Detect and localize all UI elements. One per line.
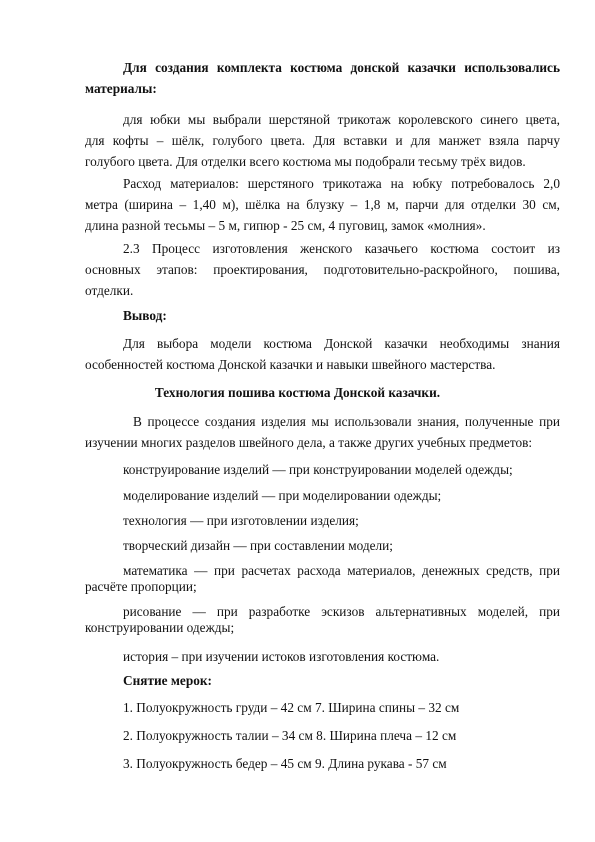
intro-heading-line: Для создания комплекта костюма донской казачки использовались [123,60,560,75]
measurements-heading: Снятие мерок: [123,673,212,688]
list-item [85,563,560,595]
measurement-row [85,697,560,718]
process-paragraph [85,238,560,301]
list-item-text: технология — при изготовлении изделия; [123,513,359,528]
paragraph-line: Расход материалов: шерстяного трикотажа на юбку потребовалось 2,0 [123,176,560,191]
intro-heading [85,57,560,99]
list-item-text: история – при изучении истоков изготовления костюма. [123,649,440,664]
paragraph-line: для юбки мы выбрали шерстяной трикотаж королевского синего цвета, [123,112,560,127]
paragraph-line: особенностей костюма Донской казачки и навыки швейного мастерства. [85,357,496,372]
list-item-text: конструировании одежды; [85,620,235,635]
list-item [85,510,560,531]
consumption-paragraph [85,173,560,236]
list-item [85,604,560,636]
paragraph-line: метра (ширина – 1,40 м), шёлка на блузку – 1,8 м, парчи для отделки 30 см, [85,197,560,212]
list-item [85,646,560,667]
paragraph-line: основных этапов: проектирования, подготовительно-раскройного, пошива, [85,262,560,277]
measurement-text: 2. Полуокружность талии – 34 см 8. Ширина плеча – 12 см [123,728,457,743]
measurement-row [85,753,560,774]
measurement-text: 3. Полуокружность бедер – 45 см 9. Длина рукава - 57 см [123,756,447,771]
list-item-text: конструирование изделий — при конструировании моделей одежды; [123,462,513,477]
paragraph-line: В процессе создания изделия мы использовали знания, полученные при [133,414,560,429]
paragraph-line: 2.3 Процесс изготовления женского казачьего костюма состоит из [123,241,560,256]
list-item [85,459,560,480]
paragraph-line: длина разной тесьмы – 5 м, гипюр - 25 см, 4 пуговиц, замок «молния». [85,218,486,233]
list-item-text: рисование — при разработке эскизов альтернативных моделей, при [123,604,560,619]
section-title: Технология пошива костюма Донской казачки. [154,385,441,400]
measurement-row [85,725,560,746]
list-item-text: расчёте пропорции; [85,579,197,594]
conclusion-text [85,333,560,375]
materials-paragraph [85,109,560,172]
paragraph-line: для кофты – шёлк, голубого цвета. Для вставки и для манжет взяла парчу [85,133,560,148]
paragraph-line: изучении многих разделов швейного дела, а также других учебных предметов: [85,435,533,450]
list-item-text: моделирование изделий — при моделировании одежды; [123,488,442,503]
intro-heading-line: материалы: [85,81,157,96]
list-item-text: математика — при расчетах расхода материалов, денежных средств, при [123,563,560,578]
paragraph-line: отделки. [85,283,134,298]
measurement-text: 1. Полуокружность груди – 42 см 7. Ширина спины – 32 см [123,700,460,715]
list-item [85,535,560,556]
list-item-text: творческий дизайн — при составлении модели; [123,538,393,553]
paragraph-line: голубого цвета. Для отделки всего костюма мы подобрали тесьму трёх видов. [85,154,526,169]
conclusion-heading: Вывод: [123,308,167,323]
section-intro [85,411,560,453]
list-item [85,485,560,506]
paragraph-line: Для выбора модели костюма Донской казачки необходимы знания [123,336,560,351]
